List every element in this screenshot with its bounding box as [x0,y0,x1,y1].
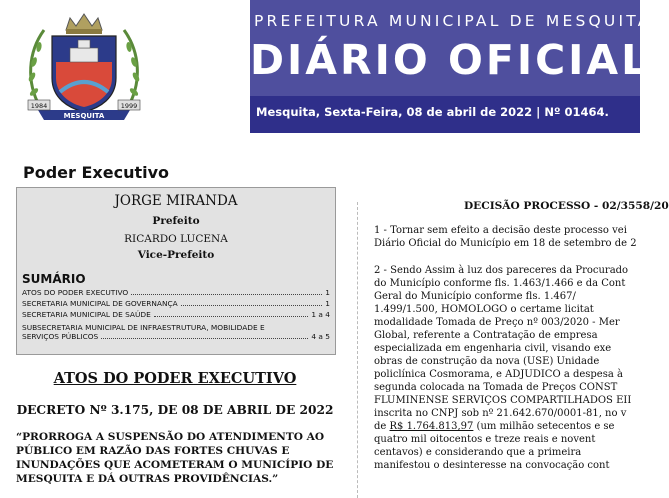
crest-year-right: 1999 [120,102,138,110]
summary-item[interactable] [22,299,330,308]
mayor-title: Prefeito [152,215,200,227]
summary-item-label: SUBSECRETARIA MUNICIPAL DE INFRAESTRUTURA, MOBILIDADE E [22,323,265,332]
leader-dots [181,305,323,306]
summary-item-page: 1 [325,299,330,308]
decisao-line: de R$ 1.764.813,97 (um milhão setecentos e se [374,421,615,432]
summary-item[interactable] [22,288,330,297]
mayor-name: JORGE MIRANDA [114,193,238,209]
summary-item-label: ATOS DO PODER EXECUTIVO [22,288,129,297]
decisao-line: Diário Oficial do Município em 18 de setembro de 2 [374,238,637,249]
decreto-heading: DECRETO Nº 3.175, DE 08 DE ABRIL DE 2022 [16,403,334,417]
summary-item[interactable] [22,310,330,319]
prefeitura-label: PREFEITURA MUNICIPAL DE MESQUITA [254,12,652,30]
ementa-line: PÚBLICO EM RAZÃO DAS FORTES CHUVAS E [16,445,290,457]
summary-item-label: SECRETARIA MUNICIPAL DE GOVERNANÇA [22,299,178,308]
decisao-line: manifestou o desinteresse na convocação cont [374,460,610,471]
leader-dots [154,316,309,317]
summary-item-label-cont: SERVIÇOS PÚBLICOS [22,332,99,341]
decisao-line: 1.499/1.500, HOMOLOGO o certame licitat [374,304,594,315]
decisao-line: FLUMINENSE SERVIÇOS COMPARTILHADOS EII [374,395,632,406]
summary-item-page: 1 a 4 [311,310,330,319]
gazette-title: DIÁRIO OFICIAL [250,36,651,84]
leader-dots [101,338,308,339]
summary-item[interactable] [22,323,330,341]
crest-year-left: 1984 [30,102,48,110]
masthead [0,0,652,133]
summary-item-page: 4 a 5 [311,332,330,341]
atos-heading: ATOS DO PODER EXECUTIVO [53,370,297,387]
decisao-line: 1 - Tornar sem efeito a decisão deste processo vei [374,225,627,236]
column-divider [357,202,359,498]
ementa-line: MESQUITA E DÁ OUTRAS PROVIDÊNCIAS.” [16,473,279,485]
ementa-line: “PRORROGA A SUSPENSÃO DO ATENDIMENTO AO [16,431,325,443]
vice-title: Vice-Prefeito [137,249,215,261]
crest-banner-text: MESQUITA [63,112,105,120]
officials-summary-box [16,187,336,355]
decisao-line: inscrita no CNPJ sob nº 21.642.670/0001-81, no v [374,408,627,419]
decisao-line: especializada em engenharia civil, visando exe [374,343,612,354]
ementa-line: INUNDAÇÕES QUE ACOMETERAM O MUNICÍPIO DE [16,459,334,471]
decisao-line: obras de construção da nova (USE) Unidade [374,356,600,367]
summary-title: SUMÁRIO [22,272,86,286]
crest-icon [20,12,148,125]
decisao-line: modalidade Tomada de Preço nº 003/2020 - Mer [374,317,620,328]
decisao-line: Geral do Município conforme fls. 1.467/ [374,291,576,302]
decisao-heading: DECISÃO PROCESSO - 02/3558/20 [464,200,669,212]
section-title: Poder Executivo [23,163,170,182]
decisao-line: do Município conforme fls. 1.463/1.466 e da Cont [374,278,626,289]
summary-item-page: 1 [325,288,330,297]
municipal-crest [20,12,148,125]
decisao-line: centavos) e considerando que a primeira [374,447,582,458]
vice-name: RICARDO LUCENA [124,233,228,245]
decisao-line: quatro mil oitocentos e treze reais e novent [374,434,596,445]
decisao-line: 2 - Sendo Assim à luz dos pareceres da Procurado [374,265,629,276]
decisao-line: policlínica Cosmorama, e ADJUDICO a despesa à [374,369,623,380]
summary-item-label: SECRETARIA MUNICIPAL DE SAÚDE [22,310,151,319]
edition-bar [250,96,640,133]
decreto-ementa [16,430,334,486]
edition-info: Mesquita, Sexta-Feira, 08 de abril de 2022 | Nº 01464. [256,105,609,119]
title-banner [250,0,652,96]
decisao-line: segunda colocada na Tomada de Preços CONST [374,382,618,393]
decisao-line: Global, referente a Contratação de empresa [374,330,598,341]
leader-dots [131,294,322,295]
